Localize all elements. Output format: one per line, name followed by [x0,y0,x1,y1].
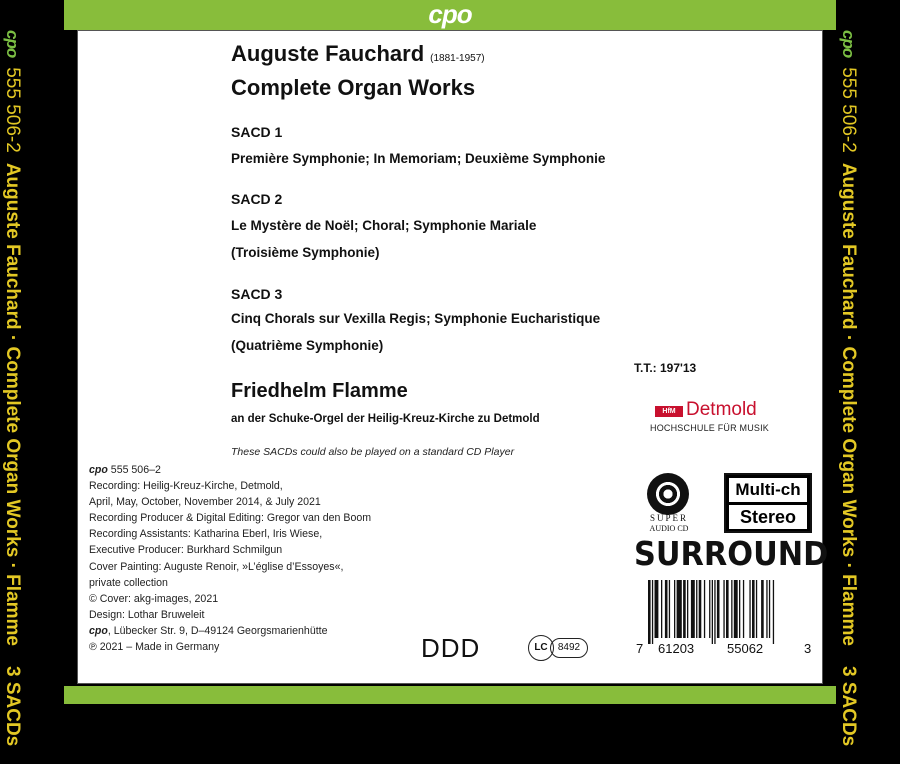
spine-count: 3 SACDs [2,666,23,747]
credits-catalog [89,462,371,478]
spine-catalog: 555 506-2 [2,67,23,153]
barcode-bar [669,580,670,638]
spine-catalog: 555 506-2 [838,67,859,153]
barcode-bar [761,580,764,638]
barcode-bar [709,580,710,638]
credit-line: Executive Producer: Burkhard Schmilgun [89,544,283,557]
barcode-bar [752,580,755,638]
barcode-bar [766,580,767,638]
disc-3-label: SACD 3 [231,286,283,302]
barcode [636,580,816,660]
sacd-logo-line1: SUPER [649,513,688,523]
barcode-bar [714,580,715,644]
disc-3-line-1: Cinq Chorals sur Vexilla Regis; Symphonie Eucharistique [231,311,601,326]
disc-1-line: Première Symphonie; In Memoriam; Deuxième Symphonie [231,151,606,166]
barcode-bar [655,580,659,638]
label-code-number: 8492 [550,638,588,658]
barcode-bar [683,580,686,638]
barcode-bar [756,580,757,638]
barcode-bar [739,580,740,638]
barcode-bar [712,580,713,644]
barcode-bar [717,580,720,638]
barcode-right-group: 55062 [727,641,764,656]
barcode-bars [636,580,816,644]
spine-title: Auguste Fauchard · Complete Organ Works · Flamme [2,162,23,646]
label-code-lc: LC [528,635,554,661]
disc-3-line-2: (Quatrième Symphonie) [231,338,384,353]
disc-2-line-1: Le Mystère de Noël; Choral; Symphonie Mariale [231,218,537,233]
album-title: Complete Organ Works [231,75,476,100]
sacd-logo [633,473,715,537]
barcode-bar [696,580,697,638]
credit-line: Recording: Heilig-Kreuz-Kirche, Detmold, [89,480,283,493]
disc-1-label: SACD 1 [231,124,283,140]
credits [89,462,371,655]
cpo-logo: cpo [428,0,472,29]
multichannel-stereo-badge [724,473,812,533]
detmold-subtitle: HOCHSCHULE FÜR MUSIK [650,423,770,433]
cd-compatibility-note: These SACDs could also be played on a standard CD Player [231,446,515,458]
barcode-first-digit: 7 [636,641,644,656]
detmold-name: Detmold [686,399,757,420]
credits-copyright: ℗ 2021 – Made in Germany [89,641,220,654]
barcode-bar [769,580,770,638]
barcode-bar [674,580,675,638]
detmold-logo [638,398,798,438]
composer-years: (1881-1957) [430,53,485,64]
barcode-bar [704,580,705,638]
barcode-bar [726,580,729,638]
credits-cpo-logo: cpo [89,464,108,476]
credit-line: Cover Painting: Auguste Renoir, »L’église d’Essoyes«, [89,560,344,573]
address-cpo-logo: cpo [89,624,108,637]
barcode-bar [734,580,738,638]
disc-2-line-2: (Troisième Symphonie) [231,245,380,260]
stereo-label: Stereo [729,505,807,529]
barcode-bar [773,580,774,644]
credits-catalog-number: 555 506–2 [110,464,161,476]
address-text: , Lübecker Str. 9, D–49124 Georgsmarienhütte [107,624,328,637]
composer-title [231,41,485,67]
surround-label: SURROUND [634,534,829,573]
ddd-code: DDD [421,633,481,663]
spine-count: 3 SACDs [838,666,859,747]
credit-line: Design: Lothar Bruweleit [89,608,205,621]
hfm-badge: HfM [655,406,683,417]
right-spine [836,0,900,747]
multich-label: Multi-ch [729,478,807,502]
credit-line: April, May, October, November 2014, & July 2021 [89,496,321,509]
credit-line: © Cover: akg-images, 2021 [89,592,219,605]
credit-line: Recording Assistants: Katharina Eberl, Iris Wiese, [89,528,323,541]
barcode-bar [677,580,682,638]
barcode-last-digit: 3 [804,641,812,656]
barcode-bar [665,580,668,638]
bottom-band [64,686,836,704]
barcode-bar [749,580,750,638]
spine-cpo-logo: cpo [839,30,858,58]
performer-name: Friedhelm Flamme [231,380,408,402]
left-spine [0,0,64,747]
barcode-bar [743,580,744,638]
spine-cpo-logo: cpo [3,30,22,58]
barcode-bar [648,580,651,644]
spine-title: Auguste Fauchard · Complete Organ Works · Flamme [838,162,859,646]
disc-2-label: SACD 2 [231,191,283,207]
sacd-logo-line2: AUDIO CD [649,524,689,533]
total-time: T.T.: 197'13 [634,361,697,375]
barcode-bar [691,580,695,638]
composer-name: Auguste Fauchard [231,41,425,66]
performer-instrument: an der Schuke-Orgel der Heilig-Kreuz-Kirche zu Detmold [231,413,540,425]
barcode-bar [731,580,732,638]
credit-line: Recording Producer & Digital Editing: Gregor van den Boom [89,512,372,525]
barcode-bar [687,580,688,638]
barcode-bar [699,580,702,638]
credits-address [89,623,371,639]
label-code [528,635,588,661]
barcode-left-group: 61203 [658,641,695,656]
barcode-bar [723,580,724,638]
credit-line: private collection [89,576,168,589]
sacd-disc-icon [647,473,689,515]
barcode-bar [652,580,653,644]
barcode-bar [661,580,662,638]
